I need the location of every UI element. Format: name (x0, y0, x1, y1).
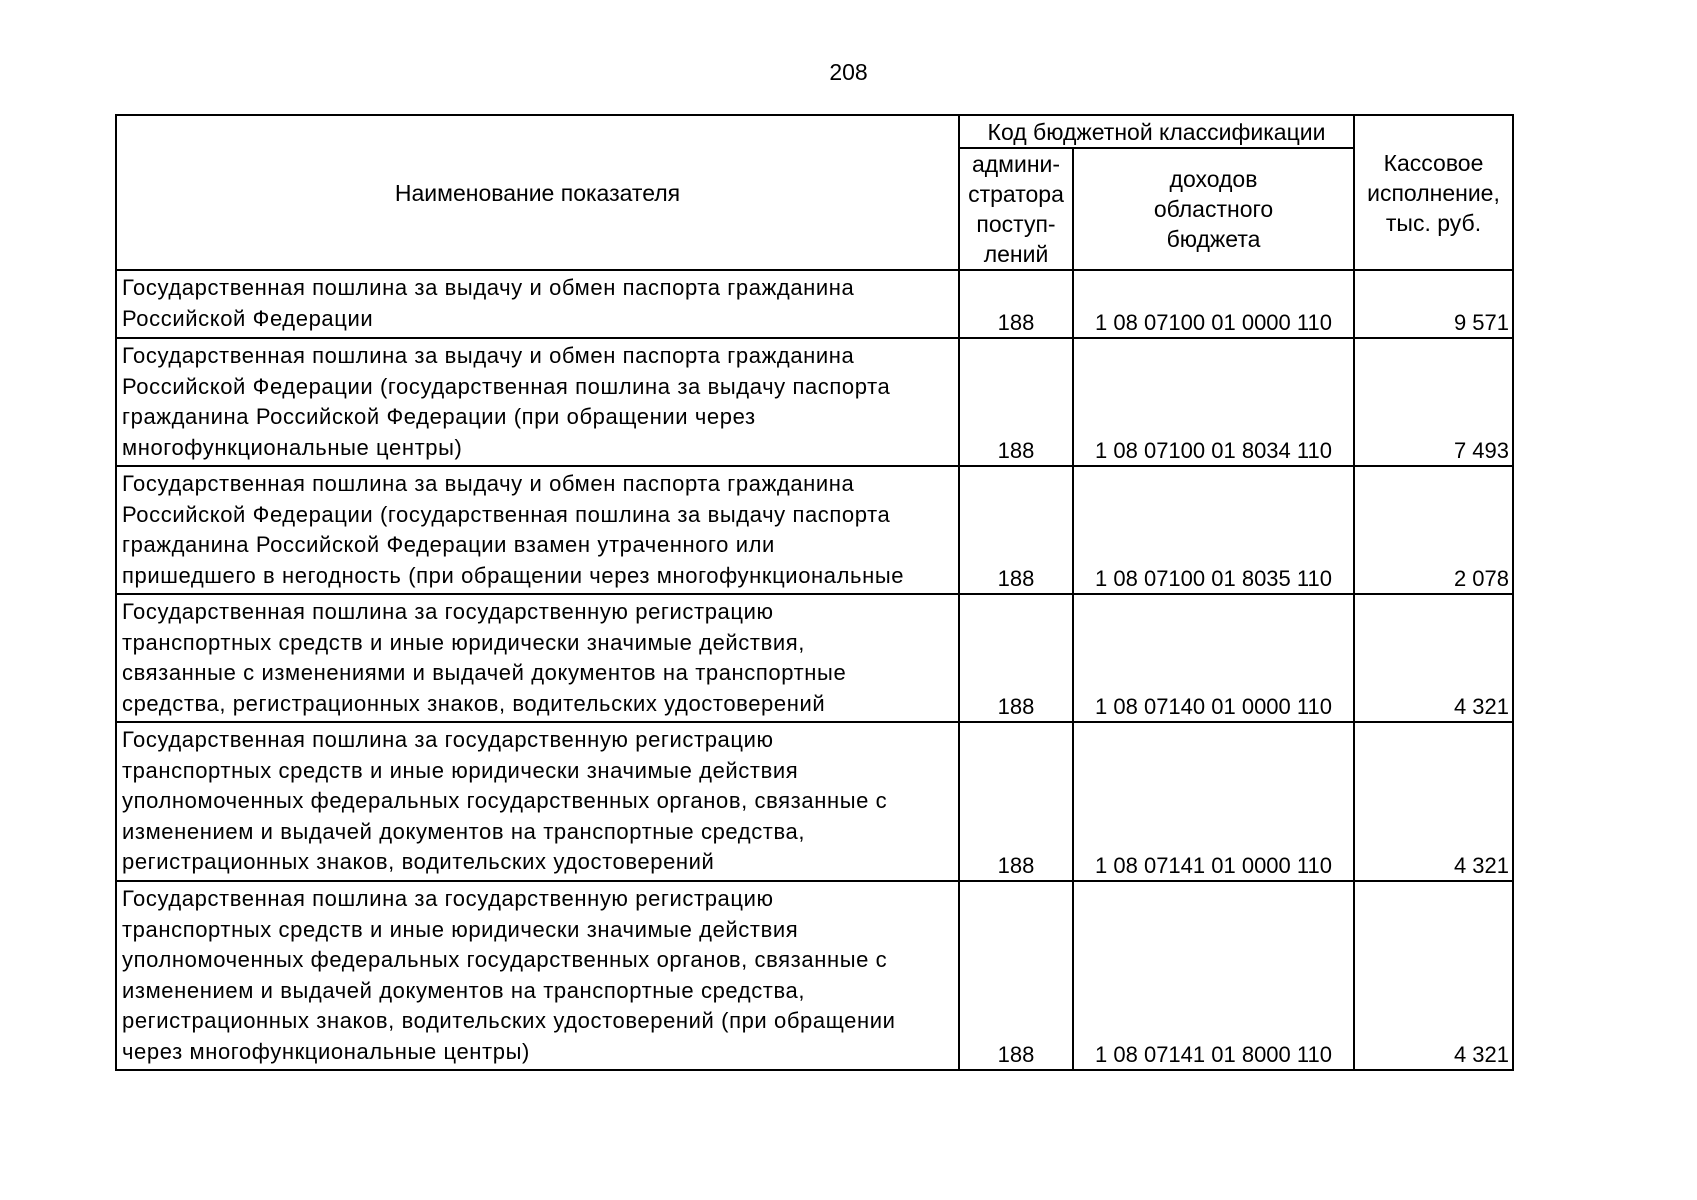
cell-amount: 9 571 (1354, 270, 1513, 338)
cell-admin-code: 188 (959, 594, 1073, 722)
header-code-group: Код бюджетной классификации (959, 115, 1354, 148)
header-admin-line: поступ- (976, 211, 1056, 237)
cell-amount: 4 321 (1354, 722, 1513, 881)
indicator-name-line: изменением и выдачей документов на транспортные средства, (122, 818, 806, 844)
header-name: Наименование показателя (116, 115, 959, 270)
cell-income-code: 1 08 07100 01 8034 110 (1073, 338, 1354, 466)
header-amount-line: тыс. руб. (1385, 209, 1482, 236)
header-income-line: доходов (1169, 166, 1258, 192)
indicator-name-line: регистрационных знаков, водительских удостоверений (122, 849, 715, 874)
page-number: 208 (829, 59, 868, 85)
indicator-name-line: Российской Федерации (122, 305, 374, 331)
indicator-name-line: Государственная пошлина за выдачу и обмен паспорта гражданина (122, 343, 855, 368)
cell-income-code: 1 08 07141 01 0000 110 (1073, 722, 1354, 881)
cell-admin-code: 188 (959, 270, 1073, 338)
indicator-name-line: связанные с изменениями и выдачей документов на транспортные (122, 660, 847, 685)
indicator-name-line: через многофункциональные центры) (122, 1038, 530, 1064)
cell-indicator-name (116, 722, 959, 881)
header-income (1073, 148, 1354, 270)
table-row (116, 594, 1513, 722)
cell-amount: 7 493 (1354, 338, 1513, 466)
header-amount-line: Кассовое (1383, 149, 1484, 176)
header-admin-line: стратора (968, 181, 1064, 207)
cell-indicator-name (116, 594, 959, 722)
indicator-name-line: транспортных средств и иные юридически значимые действия (122, 916, 799, 942)
indicator-name-line: многофункциональные центры) (122, 434, 463, 460)
table-body (116, 270, 1513, 1070)
header-income-line: областного (1153, 196, 1274, 222)
table-row (116, 466, 1513, 594)
table-row (116, 270, 1513, 338)
cell-income-code: 1 08 07100 01 0000 110 (1073, 270, 1354, 338)
cell-admin-code: 188 (959, 881, 1073, 1070)
table-row (116, 881, 1513, 1070)
cell-amount: 4 321 (1354, 594, 1513, 722)
cell-admin-code: 188 (959, 338, 1073, 466)
indicator-name-line: уполномоченных федеральных государственных органов, связанные с (122, 788, 888, 813)
indicator-name-line: Государственная пошлина за государственную регистрацию (122, 886, 774, 911)
table-row (116, 722, 1513, 881)
cell-income-code: 1 08 07141 01 8000 110 (1073, 881, 1354, 1070)
header-admin-line: админи- (971, 151, 1061, 177)
indicator-name-line: Государственная пошлина за выдачу и обмен паспорта гражданина (122, 471, 855, 496)
header-amount (1354, 115, 1513, 270)
cell-indicator-name (116, 881, 959, 1070)
indicator-name-line: транспортных средств и иные юридически значимые действия (122, 757, 799, 783)
cell-income-code: 1 08 07100 01 8035 110 (1073, 466, 1354, 594)
table-row (116, 338, 1513, 466)
header-admin (959, 148, 1073, 270)
indicator-name-line: Государственная пошлина за государственную регистрацию (122, 727, 774, 752)
indicator-name-line: Российской Федерации (государственная пошлина за выдачу паспорта (122, 501, 891, 527)
indicator-name-line: гражданина Российской Федерации взамен утраченного или (122, 532, 775, 557)
indicator-name-line: уполномоченных федеральных государственных органов, связанные с (122, 947, 888, 972)
budget-table (115, 114, 1514, 1071)
cell-admin-code: 188 (959, 722, 1073, 881)
indicator-name-line: пришедшего в негодность (при обращении через многофункциональные (122, 562, 905, 588)
indicator-name-line: изменением и выдачей документов на транспортные средства, (122, 977, 806, 1003)
cell-amount: 4 321 (1354, 881, 1513, 1070)
indicator-name-line: транспортных средств и иные юридически значимые действия, (122, 629, 805, 655)
indicator-name-line: средства, регистрационных знаков, водительских удостоверений (122, 690, 826, 716)
indicator-name-line: гражданина Российской Федерации (при обращении через (122, 404, 756, 429)
cell-indicator-name (116, 270, 959, 338)
indicator-name-line: Государственная пошлина за государственную регистрацию (122, 599, 774, 624)
header-income-line: бюджета (1166, 226, 1261, 252)
indicator-name-line: Государственная пошлина за выдачу и обмен паспорта гражданина (122, 275, 855, 300)
header-admin-line: лений (983, 241, 1049, 267)
header-amount-line: исполнение, (1367, 179, 1500, 206)
cell-income-code: 1 08 07140 01 0000 110 (1073, 594, 1354, 722)
cell-admin-code: 188 (959, 466, 1073, 594)
indicator-name-line: регистрационных знаков, водительских удостоверений (при обращении (122, 1008, 896, 1033)
cell-indicator-name (116, 338, 959, 466)
cell-amount: 2 078 (1354, 466, 1513, 594)
cell-indicator-name (116, 466, 959, 594)
indicator-name-line: Российской Федерации (государственная пошлина за выдачу паспорта (122, 373, 891, 399)
